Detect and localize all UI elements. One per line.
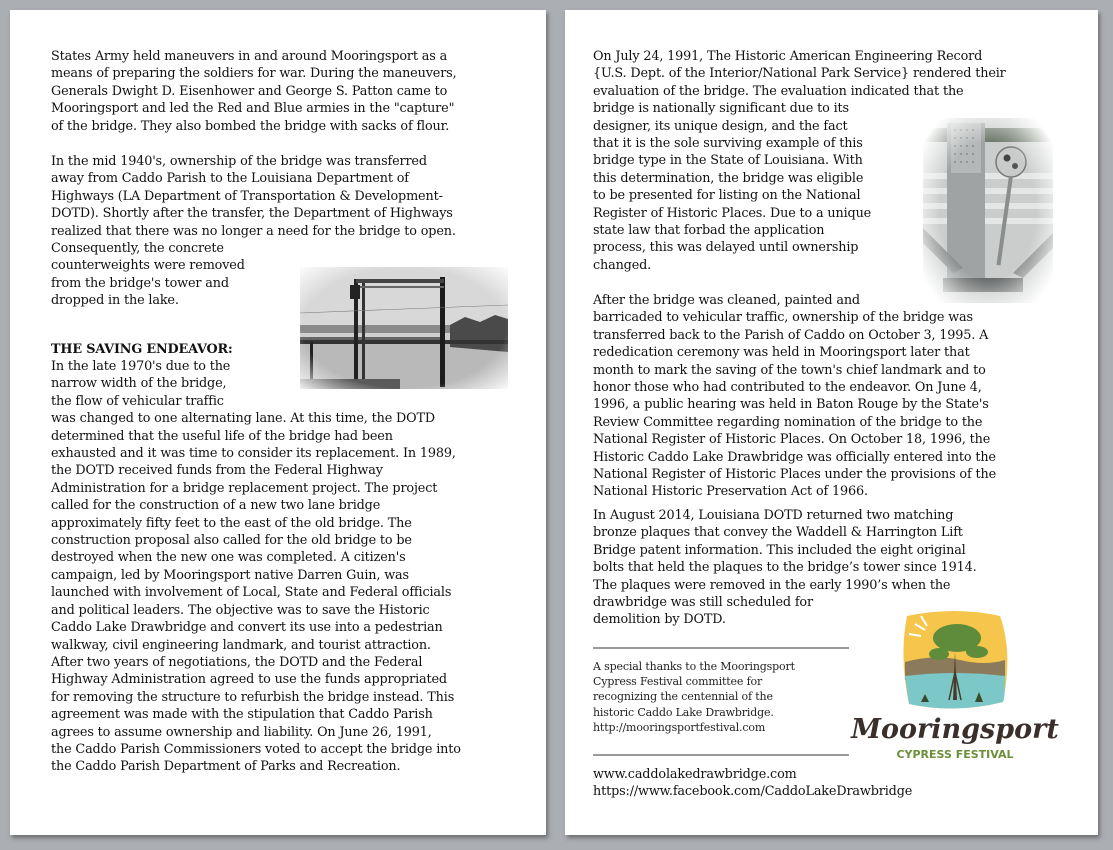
text-line: this determination, the bridge was eligible	[593, 170, 864, 186]
text-line: Consequently, the concrete	[51, 241, 224, 257]
text-line: month to mark the saving of the town's chief landmark and to	[593, 362, 986, 378]
text-line: exhausted and it was time to consider its replacement. In 1989,	[51, 446, 456, 462]
text-line: Bridge patent information. This included the eight original	[593, 542, 966, 558]
text-line: campaign, led by Mooringsport native Darren Guin, was	[51, 567, 409, 583]
text-line: the Caddo Parish Commissioners voted to accept the bridge into	[51, 741, 461, 757]
text-line: designer, its unique design, and the fact	[593, 118, 848, 134]
text-line: was changed to one alternating lane. At this time, the DOTD	[51, 411, 435, 427]
text-line: the flow of vehicular traffic	[51, 393, 224, 409]
text-line: recognizing the centennial of the	[593, 690, 773, 704]
text-line: After the bridge was cleaned, painted and	[593, 293, 860, 308]
text-line: DOTD). Shortly after the transfer, the Department of Highways	[51, 206, 453, 222]
text-line: Cypress Festival committee for	[593, 675, 763, 689]
divider-top	[593, 647, 849, 649]
text-line: drawbridge was still scheduled for	[593, 595, 813, 611]
text-line: bridge type in the State of Louisiana. With	[593, 153, 863, 169]
text-line: launched with involvement of Local, State and Federal officials	[51, 585, 452, 601]
text-line: agrees to assume ownership and liability. On June 26, 1991,	[51, 724, 432, 740]
page-left	[10, 10, 546, 835]
text-line: barricaded to vehicular traffic, ownership of the bridge was	[593, 310, 973, 326]
text-line: Administration for a bridge replacement project. The project	[51, 480, 438, 496]
text-line: National Register of Historic Places under the provisions of the	[593, 467, 996, 483]
text-line: determined that the useful life of the bridge had been	[51, 428, 393, 444]
text-line: The plaques were removed in the early 1990’s when the	[593, 577, 951, 593]
text-line: walkway, civil engineering landmark, and tourist attraction.	[51, 637, 431, 653]
text-line: historic Caddo Lake Drawbridge.	[593, 705, 774, 719]
text-line: {U.S. Dept. of the Interior/National Park Service} rendered their	[593, 66, 1006, 82]
paragraph-saving-endeavor	[51, 358, 461, 776]
thanks-note	[593, 659, 795, 735]
tower-photo-image	[923, 118, 1053, 303]
website-link[interactable]: www.caddolakedrawbridge.com	[593, 767, 797, 782]
text-line: States Army held maneuvers in and around Mooringsport as a	[51, 49, 448, 64]
text-line: bronze plaques that convey the Waddell & Harrington Lift	[593, 525, 963, 541]
page-right	[565, 10, 1098, 835]
text-line: Generals Dwight D. Eisenhower and George S. Patton came to	[51, 83, 448, 99]
text-line: National Register of Historic Places. On October 18, 1996, the	[593, 432, 991, 448]
text-line: narrow width of the bridge,	[51, 376, 227, 392]
text-line: realized that there was no longer a need for the bridge to open.	[51, 223, 456, 239]
section-heading-saving-endeavor: THE SAVING ENDEAVOR:	[51, 342, 233, 357]
text-line: changed.	[593, 257, 652, 273]
tower-closeup-photo	[923, 118, 1053, 303]
text-line: A special thanks to the Mooringsport	[593, 660, 795, 673]
text-line: Highways (LA Department of Transportation & Development-	[51, 188, 443, 204]
text-line: destroyed when the new one was completed. A citizen's	[51, 550, 406, 566]
text-line: that it is the sole surviving example of this	[593, 136, 863, 152]
text-line: agreement was made with the stipulation that Caddo Parish	[51, 707, 433, 723]
text-line: Historic Caddo Lake Drawbridge was officially entered into the	[593, 449, 996, 465]
text-line: rededication ceremony was held in Mooringsport later that	[593, 345, 970, 361]
text-line: bolts that held the plaques to the bridge’s tower since 1914.	[593, 560, 977, 576]
logo-subtitle: CYPRESS FESTIVAL	[896, 748, 1014, 761]
text-line: In the late 1970's due to the	[51, 359, 231, 374]
text-line: to be presented for listing on the National	[593, 188, 861, 204]
text-line: National Historic Preservation Act of 1966.	[593, 484, 868, 500]
text-line: bridge is nationally significant due to its	[593, 101, 849, 117]
text-line: for removing the structure to refurbish the bridge instead. This	[51, 689, 455, 705]
logo-title: Mooringsport	[851, 714, 1059, 745]
divider-bottom	[593, 754, 849, 756]
text-line: the DOTD received funds from the Federal Highway	[51, 463, 383, 479]
text-line: state law that forbad the application	[593, 223, 825, 239]
text-line: approximately fifty feet to the east of the old bridge. The	[51, 515, 412, 531]
text-line: construction proposal also called for the old bridge to be	[51, 533, 412, 549]
text-line: dropped in the lake.	[51, 293, 179, 309]
text-line: of the bridge. They also bombed the bridge with sacks of flour.	[51, 118, 450, 134]
facebook-link[interactable]: https://www.facebook.com/CaddoLakeDrawbridge	[593, 784, 913, 800]
text-line: the Caddo Parish Department of Parks and Recreation.	[51, 759, 401, 775]
text-line: means of preparing the soldiers for war. During the maneuvers,	[51, 66, 457, 82]
text-line: On July 24, 1991, The Historic American Engineering Record	[593, 49, 983, 64]
festival-link[interactable]: http://mooringsportfestival.com	[593, 720, 766, 734]
text-line: In August 2014, Louisiana DOTD returned two matching	[593, 508, 954, 523]
text-line: Mooringsport and led the Red and Blue armies in the "capture"	[51, 101, 455, 117]
festival-logo	[851, 602, 1059, 762]
text-line: and political leaders. The objective was to save the Historic	[51, 602, 430, 618]
paragraph-wwii-maneuvers	[51, 48, 457, 135]
text-line: 1996, a public hearing was held in Baton Rouge by the State's	[593, 397, 989, 413]
text-line: In the mid 1940's, ownership of the bridge was transferred	[51, 154, 427, 169]
text-line: honor those who had contributed to the endeavor. On June 4,	[593, 380, 982, 396]
text-line: transferred back to the Parish of Caddo on October 3, 1995. A	[593, 327, 989, 343]
text-line: counterweights were removed	[51, 258, 245, 274]
cypress-tree-logo-icon	[851, 602, 1059, 762]
text-line: process, this was delayed until ownership	[593, 240, 859, 256]
text-line: Highway Administration agreed to use the funds appropriated	[51, 672, 447, 688]
text-line: Register of Historic Places. Due to a unique	[593, 205, 872, 221]
paragraph-ownership-returned	[593, 292, 996, 501]
text-line: called for the construction of a new two lane bridge	[51, 498, 381, 514]
text-line: After two years of negotiations, the DOTD and the Federal	[51, 654, 423, 670]
website-links	[593, 766, 912, 801]
text-line: demolition by DOTD.	[593, 612, 726, 628]
text-line: from the bridge's tower and	[51, 275, 229, 291]
text-line: Caddo Lake Drawbridge and convert its use into a pedestrian	[51, 620, 443, 636]
text-line: evaluation of the bridge. The evaluation indicated that the	[593, 83, 964, 99]
text-line: away from Caddo Parish to the Louisiana Department of	[51, 171, 409, 187]
text-line: Review Committee regarding nomination of the bridge to the	[593, 414, 983, 430]
